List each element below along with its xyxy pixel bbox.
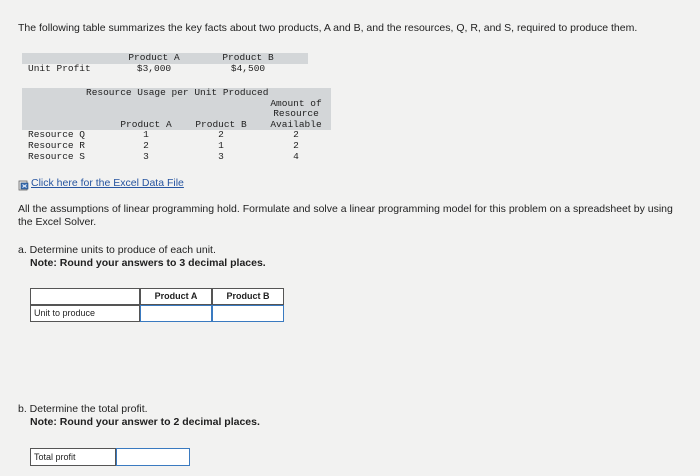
resource-col-b-header: Product B [195,119,247,130]
resource-row-a-value: 3 [143,151,149,162]
part-a-note: Note: Round your answers to 3 decimal places. [30,257,266,269]
excel-data-link[interactable] [18,177,184,189]
available-header-line-2: Resource [273,108,319,119]
total-profit-input[interactable] [116,448,190,466]
resource-row-available-value: 2 [293,140,299,151]
intro-text: The following table summarizes the key facts about two products, A and B, and the resources, Q, R, and S, required to produce them. [18,22,638,34]
available-header-line-1: Amount of [270,98,322,109]
resource-row-label: Resource Q [28,129,86,140]
profit-product-b-header: Product B [222,52,274,63]
part-b-row-label: Total profit [30,448,116,466]
part-a-question: a. Determine units to produce of each unit. [18,244,216,256]
resource-row-a-value: 1 [143,129,149,140]
resource-table-title: Resource Usage per Unit Produced [86,87,269,98]
resource-row-b-value: 1 [218,140,224,151]
resource-row-b-value: 3 [218,151,224,162]
part-a-answer-table [30,288,284,322]
part-b-answer-table [30,448,190,466]
resource-row-available-value: 4 [293,151,299,162]
resource-row-label: Resource R [28,140,86,151]
part-b-question: b. Determine the total profit. [18,403,148,415]
profit-product-b-value: $4,500 [230,63,266,74]
profit-product-a-value: $3,000 [136,63,172,74]
resource-row-available-value: 2 [293,129,299,140]
excel-link-text[interactable]: Click here for the Excel Data File [31,177,184,189]
available-header-line-3: Available [270,119,322,130]
resource-row-a-value: 2 [143,140,149,151]
resource-row-label: Resource S [28,151,86,162]
excel-file-icon [18,178,29,189]
part-a-col-b-header: Product B [212,288,284,305]
profit-product-a-header: Product A [128,52,180,63]
product-a-units-input[interactable] [140,305,212,322]
instructions-text: All the assumptions of linear programming hold. Formulate and solve a linear programming model for this problem on a spreadsheet by using the Excel Solver. [18,203,673,228]
resource-row-b-value: 2 [218,129,224,140]
part-a-col-a-header: Product A [140,288,212,305]
profit-row-label: Unit Profit [28,63,91,74]
resource-col-a-header: Product A [120,119,172,130]
part-a-header-spacer [30,288,140,305]
product-b-units-input[interactable] [212,305,284,322]
part-b-note: Note: Round your answer to 2 decimal places. [30,416,260,428]
part-a-row-label: Unit to produce [30,305,140,322]
